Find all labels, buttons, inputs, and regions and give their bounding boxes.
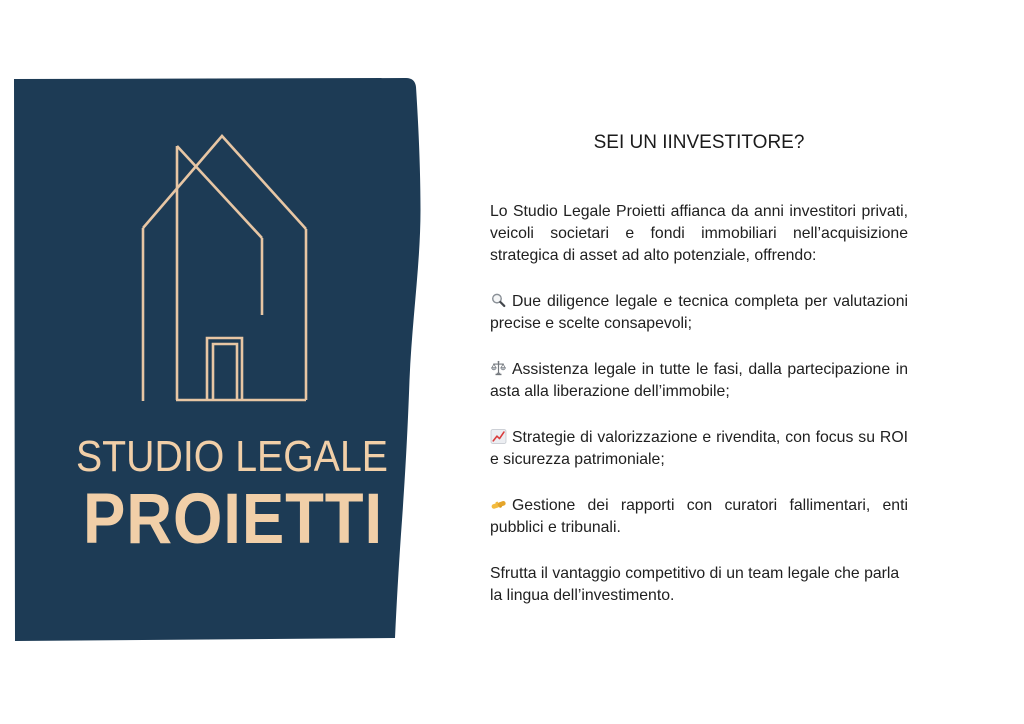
content-column: [490, 131, 908, 607]
brand-panel: [14, 78, 421, 644]
bullet-gestione-rapporti: [490, 495, 908, 539]
bullet-text: Strategie di valorizzazione e rivendita, con focus su ROI e sicurezza patrimoniale;: [490, 429, 908, 468]
scales-icon: [490, 360, 507, 377]
bullet-due-diligence: [490, 291, 908, 335]
brand-title-line2: PROIETTI: [83, 480, 383, 559]
bullet-strategie: [490, 427, 908, 471]
bullet-text: Due diligence legale e tecnica completa per valutazioni precise e scelte consapevoli;: [490, 293, 908, 332]
bullet-text: Gestione dei rapporti con curatori fallimentari, enti pubblici e tribunali.: [490, 497, 908, 536]
brand-title-line1: STUDIO LEGALE: [76, 432, 388, 481]
brand-panel-graphic: [14, 78, 421, 644]
intro-paragraph: Lo Studio Legale Proietti affianca da anni investitori privati, veicoli societari e fondi immobiliari nell’acquisizione strategica di asset ad alto potenziale, offrendo:: [490, 203, 908, 264]
magnifier-icon: [490, 292, 507, 309]
page-title: SEI UN IINVESTITORE?: [593, 132, 805, 153]
handshake-icon: [490, 496, 507, 513]
bullet-assistenza-legale: [490, 359, 908, 403]
chart-increasing-icon: [490, 428, 507, 445]
bullet-text: Assistenza legale in tutte le fasi, dalla partecipazione in asta alla liberazione dell’immobile;: [490, 361, 908, 400]
closing-paragraph: Sfrutta il vantaggio competitivo di un team legale che parla la lingua dell’investimento.: [490, 565, 900, 604]
